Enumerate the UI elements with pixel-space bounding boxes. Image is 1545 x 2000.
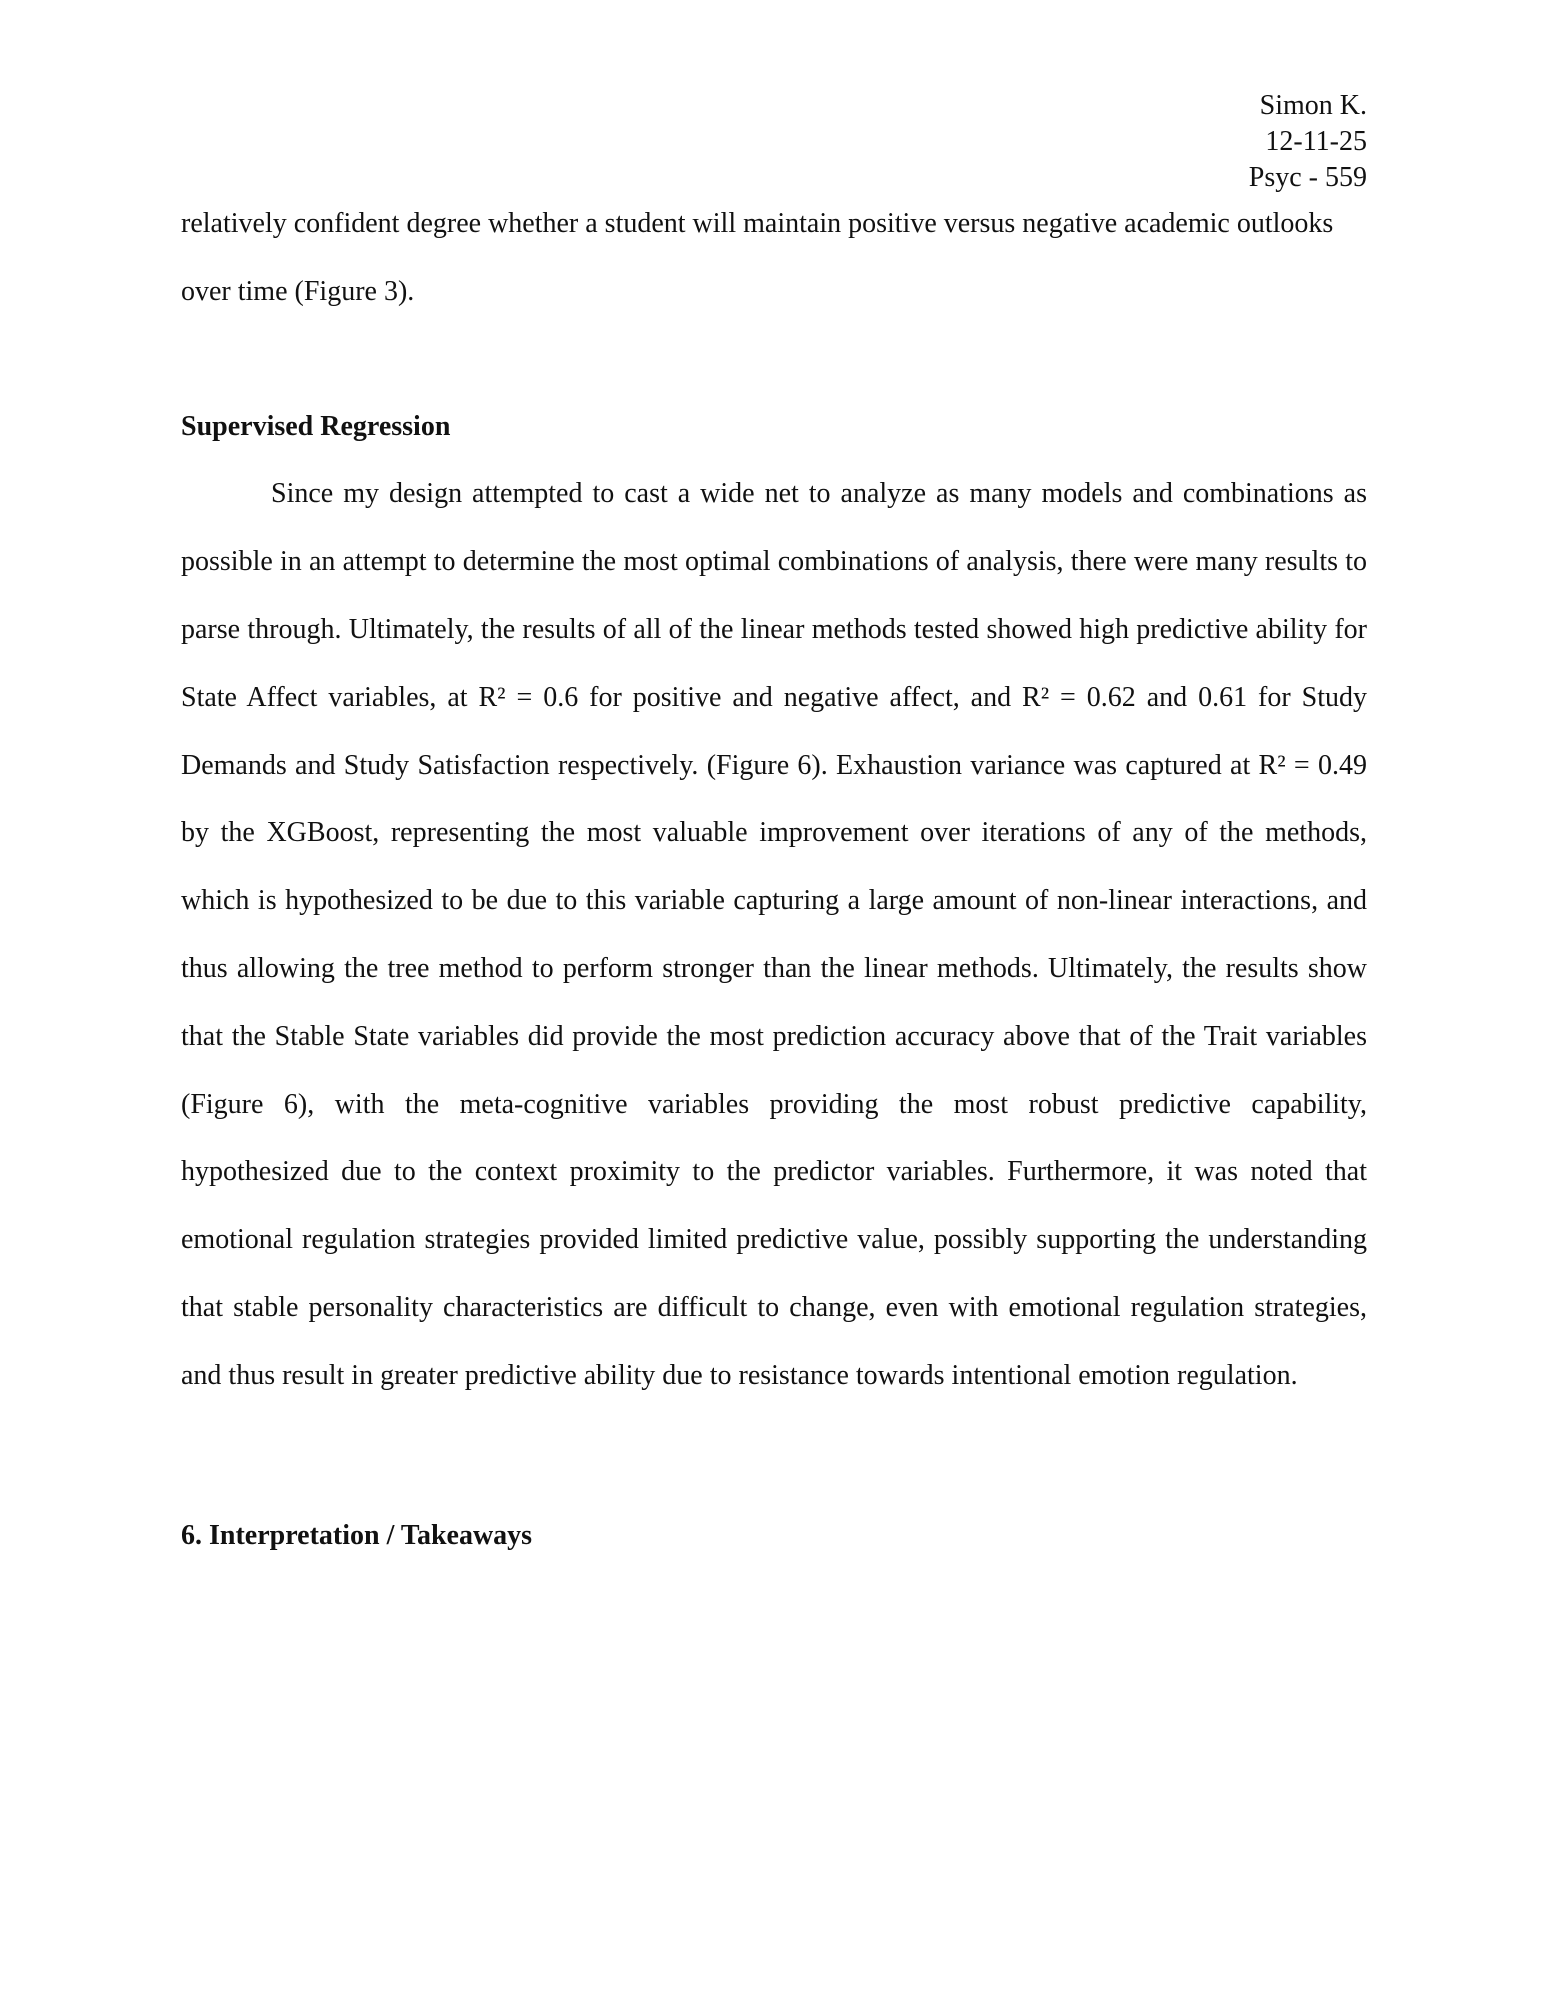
page-header xyxy=(1249,88,1367,196)
header-course: Psyc - 559 xyxy=(1248,162,1367,193)
header-date: 12-11-25 xyxy=(1265,126,1367,157)
supervised-regression-paragraph: Since my design attempted to cast a wide net to analyze as many models and combinations as possible in an attempt to determine the most optimal combinations of analysis, there were many results to parse through. Ultimately, the results of all of the linear methods tested showed high predictive ability for State Affect variables, at R² = 0.6 for positive and negative affect, and R² = 0.62 and 0.61 for Study Demands and Study Satisfaction respectively. (Figure 6). Exhaustion variance was captured at R² = 0.49 by the XGBoost, representing the most valuable improvement over iterations of any of the methods, which is hypothesized to be due to this variable capturing a large amount of non-linear interactions, and thus allowing the tree method to perform stronger than the linear methods. Ultimately, the results show that the Stable State variables did provide the most prediction accuracy above that of the Trait variables (Figure 6), with the meta-cognitive variables providing the most robust predictive capability, hypothesized due to the context proximity to the predictor variables. Furthermore, it was noted that emotional regulation strategies provided limited predictive value, possibly supporting the understanding that stable personality characteristics are difficult to change, even with emotional regulation strategies, and thus result in greater predictive ability due to resistance towards intentional emotion regulation. xyxy=(181,478,1367,1391)
continued-paragraph: relatively confident degree whether a student will maintain positive versus negative academic outlooks over time (Figure 3). xyxy=(181,208,1334,307)
document-body xyxy=(181,190,1367,1569)
section-heading-interpretation: 6. Interpretation / Takeaways xyxy=(181,1519,533,1551)
section-heading-supervised-regression: Supervised Regression xyxy=(181,410,451,442)
header-author: Simon K. xyxy=(1259,90,1367,121)
